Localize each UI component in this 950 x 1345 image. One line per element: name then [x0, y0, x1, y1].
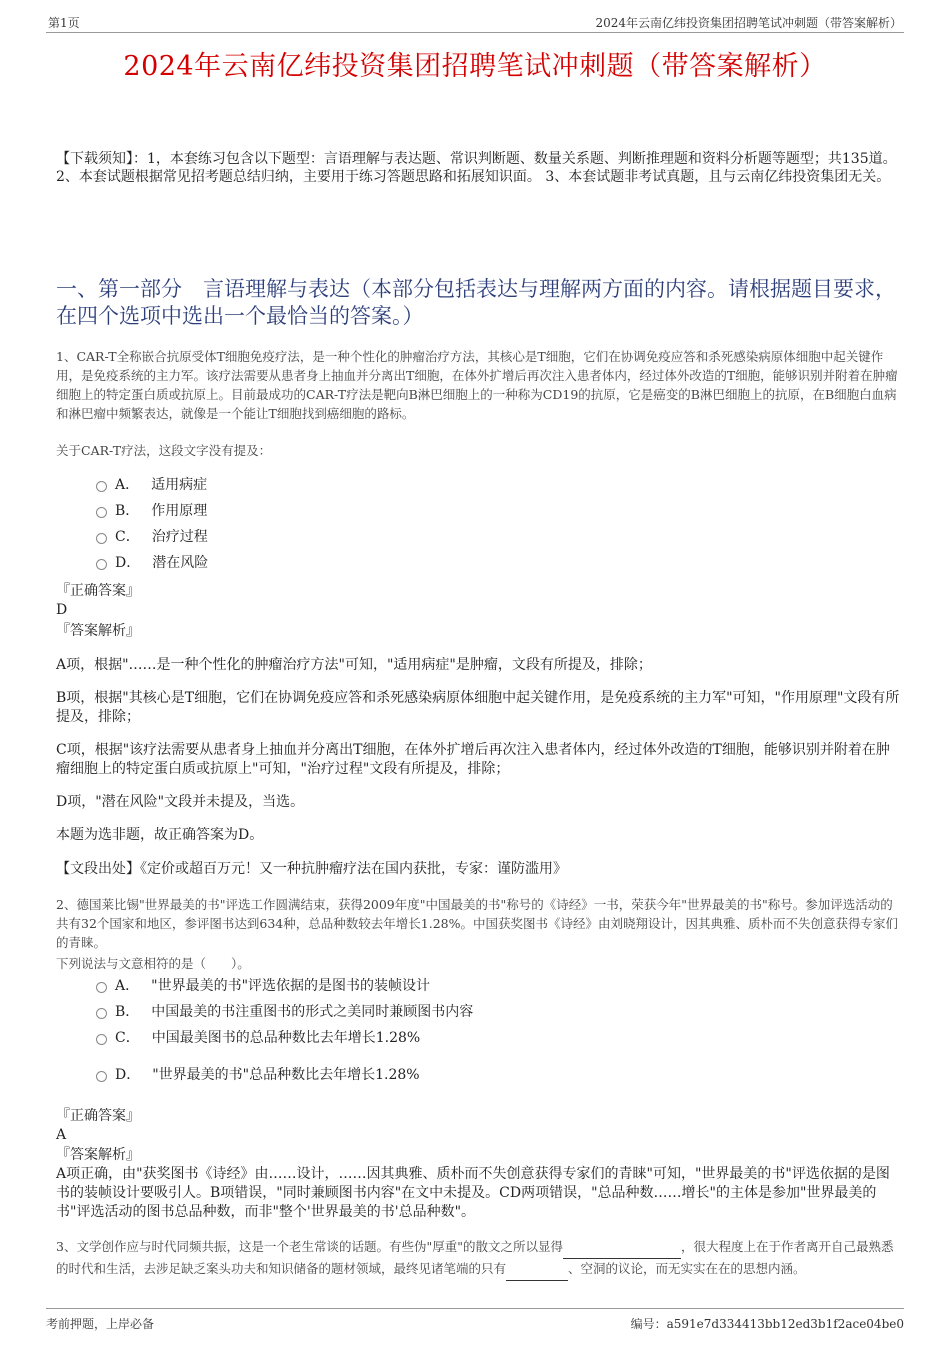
radio-icon[interactable] — [96, 1071, 107, 1082]
radio-icon[interactable] — [96, 1008, 107, 1019]
q2-option-d[interactable]: D． "世界最美的书"总品种数比去年增长1.28% — [96, 1064, 420, 1086]
q3-stem: 3、文学创作应与时代同频共振，这是一个老生常谈的话题。有些伪"厚重"的散文之所以显得 ，很大程度上在于作者离开自己最熟悉的时代和生活，去涉足缺乏案头功夫和知识储备的题材领域，最终见诸笔端的只有 、空洞的议论，而无实实在在的思想内涵。 — [56, 1237, 901, 1281]
section-heading: 一、第一部分 言语理解与表达（本部分包括表达与理解两方面的内容。请根据题目要求，在四个选项中选出一个最恰当的答案。） — [56, 277, 896, 328]
q2-question: 下列说法与文意相符的是（ ）。 — [56, 956, 250, 971]
q1-conclusion: 本题为选非题，故正确答案为D。 — [56, 827, 264, 843]
footer-slogan: 考前押题，上岸必备 — [46, 1317, 155, 1331]
q3-blank-1[interactable] — [563, 1239, 681, 1259]
q1-analysis-b: B项，根据"其核心是T细胞，它们在协调免疫应答和杀死感染病原体细胞中起关键作用，是免疫系统的主力军"可知，"作用原理"文段有所提及，排除； — [56, 690, 900, 725]
q2-option-c[interactable]: C． 中国最美图书的总品种数比去年增长1.28% — [96, 1027, 420, 1049]
radio-icon[interactable] — [96, 559, 107, 570]
q1-option-c[interactable]: C． 治疗过程 — [96, 526, 208, 548]
page-footer — [46, 1308, 904, 1333]
q1-option-b[interactable]: B． 作用原理 — [96, 500, 207, 522]
q3-blank-2[interactable] — [506, 1261, 568, 1281]
footer-doc-id: 编号：a591e7d334413bb12ed3b1f2ace04be0 — [630, 1317, 904, 1331]
header-doc-title: 2024年云南亿纬投资集团招聘笔试冲刺题（带答案解析） — [595, 16, 902, 30]
q1-analysis-c: C项，根据"该疗法需要从患者身上抽血并分离出T细胞，在体外扩增后再次注入患者体内，经过体外改造的T细胞，能够识别并附着在肿瘤细胞上的特定蛋白质或抗原上"可知，"治疗过程"文段有所提及，排除； — [56, 742, 890, 777]
q1-analysis-label: 『答案解析』 — [56, 623, 140, 639]
q1-option-d[interactable]: D． 潜在风险 — [96, 552, 208, 574]
page-number: 第1页 — [48, 16, 80, 30]
q1-analysis-a: A项，根据"……是一种个性化的肿瘤治疗方法"可知，"适用病症"是肿瘤，文段有所提及，排除； — [56, 657, 652, 673]
page-header — [46, 12, 904, 33]
download-notice: 【下载须知】：1，本套练习包含以下题型：言语理解与表达题、常识判断题、数量关系题、判断推理题和资料分析题等题型；共135道。 2、本套试题根据常见招考题总结归纳，主要用于练习答题思路和拓展知识面。 3、本套试题非考试真题，且与云南亿纬投资集团无关。 — [56, 151, 897, 185]
q1-answer: D — [56, 602, 68, 618]
radio-icon[interactable] — [96, 481, 107, 492]
q2-answer-label: 『正确答案』 — [56, 1108, 140, 1124]
radio-icon[interactable] — [96, 982, 107, 993]
q1-analysis-d: D项，"潜在风险"文段并未提及，当选。 — [56, 794, 305, 810]
radio-icon[interactable] — [96, 1034, 107, 1045]
q1-question: 关于CAR-T疗法，这段文字没有提及： — [56, 443, 272, 458]
q1-source: 【文段出处】《定价或超百万元！又一种抗肿瘤疗法在国内获批，专家：谨防滥用》 — [56, 861, 567, 877]
radio-icon[interactable] — [96, 533, 107, 544]
q2-option-a[interactable]: A． "世界最美的书"评选依据的是图书的装帧设计 — [96, 975, 430, 997]
document-title: 2024年云南亿纬投资集团招聘笔试冲刺题（带答案解析） — [123, 51, 827, 82]
q1-stem: 1、CAR-T全称嵌合抗原受体T细胞免疫疗法，是一种个性化的肿瘤治疗方法，其核心是T细胞，它们在协调免疫应答和杀死感染病原体细胞中起关键作用，是免疫系统的主力军。该疗法需要从患者身上抽血并分离出T细胞，在体外扩增后再次注入患者体内，经过体外改造的T细胞，能够识别并附着在肿瘤细胞上的特定蛋白质或抗原上。目前最成功的CAR-T疗法是靶向B淋巴细胞上的一种称为CD19的抗原，它是癌变的B淋巴细胞上的抗原，在B细胞白血病和淋巴瘤中频繁表达，就像是一个能让T细胞找到癌细胞的路标。 — [56, 349, 898, 421]
q2-stem: 2、德国莱比锡"世界最美的书"评选工作圆满结束，获得2009年度"中国最美的书"称号的《诗经》一书，荣获今年"世界最美的书"称号。参加评选活动的共有32个国家和地区，参评图书达到634种，总品种数较去年增长1.28%。中国获奖图书《诗经》由刘晓翔设计，因其典雅、质朴而不失创意获得专家们的青睐。 — [56, 897, 898, 950]
q2-answer: A — [56, 1127, 67, 1143]
q1-option-a[interactable]: A． 适用病症 — [96, 474, 207, 496]
q2-analysis-label: 『答案解析』 — [56, 1147, 140, 1163]
q2-option-b[interactable]: B． 中国最美的书注重图书的形式之美同时兼顾图书内容 — [96, 1001, 473, 1023]
radio-icon[interactable] — [96, 507, 107, 518]
q1-answer-label: 『正确答案』 — [56, 583, 140, 599]
q2-analysis: A项正确，由"获奖图书《诗经》由……设计，……因其典雅、质朴而不失创意获得专家们的青睐"可知，"世界最美的书"评选依据的是图书的装帧设计要吸引人。B项错误，"同时兼顾图书内容"在文中未提及。CD两项错误，"总品种数……增长"的主体是参加"世界最美的书"评选活动的图书总品种数，而非"整个'世界最美的书'总品种数"。 — [56, 1166, 890, 1220]
